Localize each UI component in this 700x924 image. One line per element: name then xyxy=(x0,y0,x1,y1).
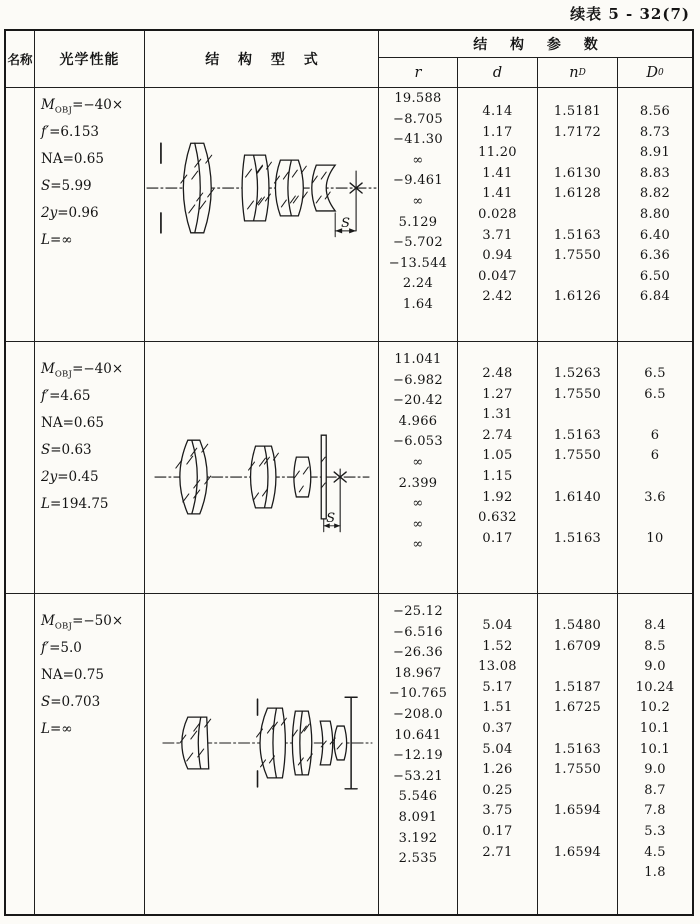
optical-spec-line: NA=0.65 xyxy=(41,415,104,431)
param-value: 5.04 xyxy=(482,618,513,633)
param-value: 2.48 xyxy=(482,366,513,381)
param-value: 1.6128 xyxy=(553,186,602,202)
param-value: 0.94 xyxy=(482,248,513,264)
param-value: 8.5 xyxy=(644,638,666,654)
param-value: −12.19 xyxy=(393,748,443,764)
lens-group-3 xyxy=(294,457,311,497)
optical-spec-line: f′=6.153 xyxy=(41,124,100,140)
param-value: 1.5163 xyxy=(553,530,602,546)
param-value: −20.42 xyxy=(393,393,443,409)
param-value: 3.6 xyxy=(644,489,666,505)
optical-specs xyxy=(35,88,145,342)
header-col-nd xyxy=(538,58,618,88)
lens-diagram-1 xyxy=(145,133,378,253)
column-d0 xyxy=(618,342,692,594)
param-value: 2.71 xyxy=(482,844,513,860)
param-value: 1.7550 xyxy=(553,248,602,264)
header-structure-parameters: 结 构 参 数 xyxy=(379,31,692,58)
name-cell xyxy=(6,88,35,342)
param-value: 1.5163 xyxy=(553,427,602,443)
param-value: 1.51 xyxy=(482,700,513,716)
param-value: 8.7 xyxy=(644,782,666,798)
param-value: 6.50 xyxy=(639,268,671,284)
optical-spec-line: S=5.99 xyxy=(41,178,92,194)
param-value: 1.05 xyxy=(482,448,513,464)
header-d0-sub: 0 xyxy=(657,67,664,78)
param-value: 1.7172 xyxy=(553,124,602,140)
param-value: 8.091 xyxy=(398,809,438,825)
param-value: 6.84 xyxy=(639,289,671,305)
param-value: 4.966 xyxy=(398,413,438,429)
param-value: 4.14 xyxy=(482,104,513,119)
column-r xyxy=(379,342,458,594)
param-value: 0.047 xyxy=(478,268,517,284)
structure-diagram-cell xyxy=(145,342,379,594)
param-value: 1.5480 xyxy=(553,618,602,633)
param-value: −26.36 xyxy=(393,645,443,661)
column-d xyxy=(458,594,538,914)
param-value xyxy=(538,719,617,740)
optical-spec-line: L=∞ xyxy=(41,232,73,248)
param-value: 1.52 xyxy=(482,638,513,654)
param-value: −8.705 xyxy=(393,111,443,127)
param-value: 8.82 xyxy=(639,186,671,202)
param-value: 0.17 xyxy=(482,823,513,839)
header-col-r: r xyxy=(379,58,458,88)
param-value: −6.516 xyxy=(393,624,443,640)
param-value: 6 xyxy=(650,427,660,443)
param-value: −6.053 xyxy=(393,434,443,450)
lens-group-5 xyxy=(334,726,346,760)
param-value: 1.5181 xyxy=(553,104,602,119)
param-value: −10.765 xyxy=(388,686,448,702)
param-value: 1.6130 xyxy=(553,165,602,181)
param-value: 2.535 xyxy=(398,851,438,867)
param-value: 8.56 xyxy=(639,104,671,119)
param-value xyxy=(538,508,617,529)
param-value: 0.37 xyxy=(482,720,513,736)
param-value: 3.75 xyxy=(482,803,513,819)
optical-spec-line: L=∞ xyxy=(41,721,73,737)
param-value xyxy=(538,657,617,678)
column-r xyxy=(379,88,458,342)
param-value: 1.6126 xyxy=(553,289,602,305)
header-col-d: d xyxy=(458,58,538,88)
param-value: −208.0 xyxy=(393,706,443,722)
param-value: −53.21 xyxy=(393,768,443,784)
structure-diagram-cell xyxy=(145,88,379,342)
param-value: 1.5187 xyxy=(553,679,602,695)
param-value: 0.028 xyxy=(478,206,517,222)
optical-specs xyxy=(35,342,145,594)
param-value: 1.5163 xyxy=(553,227,602,243)
column-nd xyxy=(538,342,618,594)
param-value: 18.967 xyxy=(394,665,442,681)
optical-spec-line: $M_{OBJ}=-40\times$ xyxy=(41,361,124,380)
param-value: ∞ xyxy=(412,193,424,209)
name-cell xyxy=(6,342,35,594)
param-value: 5.04 xyxy=(482,741,513,757)
column-nd xyxy=(538,88,618,342)
param-value: 6.36 xyxy=(639,248,671,264)
param-value: 11.20 xyxy=(478,145,517,161)
optical-spec-line: $M_{OBJ}=-40\times$ xyxy=(41,97,124,116)
param-value: 8.80 xyxy=(639,206,671,222)
param-value: 2.24 xyxy=(402,276,434,292)
optical-spec-line: $M_{OBJ}=-50\times$ xyxy=(41,613,124,632)
param-value xyxy=(538,405,617,426)
optical-spec-line: NA=0.75 xyxy=(41,667,104,683)
optical-spec-line: NA=0.65 xyxy=(41,151,104,167)
param-value: 2.74 xyxy=(482,427,513,443)
param-value: 8.91 xyxy=(639,145,671,161)
param-value: 19.588 xyxy=(394,91,442,106)
param-value: 0.17 xyxy=(482,530,513,546)
param-value: 1.41 xyxy=(482,186,513,202)
param-value: ∞ xyxy=(412,516,424,532)
header-d0-base: D xyxy=(646,64,658,81)
param-value: 6.40 xyxy=(639,227,671,243)
param-value: 1.41 xyxy=(482,165,513,181)
param-value: 10.1 xyxy=(639,720,671,736)
param-value: 1.15 xyxy=(482,468,513,484)
param-value: 1.6594 xyxy=(553,844,602,860)
param-value: 7.8 xyxy=(644,803,666,819)
param-value: 1.7550 xyxy=(553,386,602,402)
param-value: ∞ xyxy=(412,496,424,512)
param-value: 1.64 xyxy=(402,296,434,312)
column-d0 xyxy=(618,594,692,914)
param-value: 1.6594 xyxy=(553,803,602,819)
param-value: 1.92 xyxy=(482,489,513,505)
param-value: 1.27 xyxy=(482,386,513,402)
optical-spec-line: 2y=0.96 xyxy=(41,205,99,221)
param-value: 10 xyxy=(646,530,664,546)
working-distance-label: S xyxy=(326,510,336,526)
page-title: 续表 5 - 32(7) xyxy=(570,5,690,23)
param-value: 1.5263 xyxy=(553,366,602,381)
optical-specs xyxy=(35,594,145,914)
param-value: 1.17 xyxy=(482,124,513,140)
lens-group-1 xyxy=(180,440,207,514)
header-nd-sub: D xyxy=(578,67,586,78)
param-value: 1.8 xyxy=(644,865,666,881)
param-value: −6.982 xyxy=(393,372,443,388)
param-value: 2.399 xyxy=(398,475,438,491)
param-value: 1.31 xyxy=(482,407,513,423)
param-value: ∞ xyxy=(412,454,424,470)
param-value: 1.6709 xyxy=(553,638,602,654)
column-r xyxy=(379,594,458,914)
param-value: 4.5 xyxy=(644,844,666,860)
param-value xyxy=(618,467,692,488)
param-value: 10.1 xyxy=(639,741,671,757)
param-value: 1.6140 xyxy=(553,489,602,505)
optical-spec-line: f′=5.0 xyxy=(41,640,82,656)
param-value: 3.192 xyxy=(398,830,438,846)
param-value: 10.2 xyxy=(639,700,671,716)
param-value: 1.26 xyxy=(482,762,513,778)
param-value: 8.4 xyxy=(644,618,666,633)
param-value: 6.5 xyxy=(644,386,666,402)
column-d xyxy=(458,342,538,594)
param-value xyxy=(618,405,692,426)
param-value: 5.17 xyxy=(482,679,513,695)
working-distance-label: S xyxy=(341,215,351,231)
param-value: 5.3 xyxy=(644,823,666,839)
param-value: 9.0 xyxy=(644,762,666,778)
param-value: −41.30 xyxy=(393,132,443,148)
param-value: 3.71 xyxy=(482,227,513,243)
param-value: 8.73 xyxy=(639,124,671,140)
param-value: −5.702 xyxy=(393,235,443,251)
param-value xyxy=(538,781,617,802)
param-value: 1.5163 xyxy=(553,741,602,757)
param-value xyxy=(618,508,692,529)
param-value: −13.544 xyxy=(388,255,448,271)
column-d0 xyxy=(618,88,692,342)
header-name: 名称 xyxy=(6,31,35,88)
column-nd xyxy=(538,594,618,914)
param-value: 2.42 xyxy=(482,289,513,305)
header-col-d0 xyxy=(618,58,692,88)
param-value xyxy=(538,267,617,288)
param-value: ∞ xyxy=(412,152,424,168)
optical-spec-line: 2y=0.45 xyxy=(41,469,99,485)
param-value: 11.041 xyxy=(394,352,442,367)
param-value: −9.461 xyxy=(393,173,443,189)
cover-glass-plate xyxy=(321,435,326,519)
column-d xyxy=(458,88,538,342)
param-value: 6.5 xyxy=(644,366,666,381)
name-cell xyxy=(6,594,35,914)
lens-group-3 xyxy=(292,711,311,775)
lens-diagram-3 xyxy=(145,685,378,805)
optical-spec-line: f′=4.65 xyxy=(41,388,91,404)
param-value xyxy=(538,205,617,226)
header-structure-type: 结 构 型 式 xyxy=(145,31,379,88)
param-value: 0.632 xyxy=(478,510,517,526)
param-value: −25.12 xyxy=(393,604,443,619)
optical-spec-line: S=0.703 xyxy=(41,694,101,710)
param-value xyxy=(538,143,617,164)
param-value: 5.129 xyxy=(398,214,438,230)
param-value: 9.0 xyxy=(644,659,666,675)
param-value xyxy=(538,822,617,843)
header-optical-performance: 光学性能 xyxy=(35,31,145,88)
param-value: 5.546 xyxy=(398,789,438,805)
param-value: ∞ xyxy=(412,537,424,553)
optical-spec-line: S=0.63 xyxy=(41,442,92,458)
header-nd-base: n xyxy=(569,64,579,81)
structure-diagram-cell xyxy=(145,594,379,914)
param-value: 13.08 xyxy=(478,659,517,675)
lens-diagram-2 xyxy=(145,422,378,542)
param-value: 1.7550 xyxy=(553,762,602,778)
optical-spec-line: L=194.75 xyxy=(41,496,109,512)
lens-group-1 xyxy=(182,717,209,769)
param-value xyxy=(538,467,617,488)
param-value: 1.6725 xyxy=(553,700,602,716)
param-value: 10.641 xyxy=(394,727,442,743)
param-value: 6 xyxy=(650,448,660,464)
lens-data-table xyxy=(4,29,694,916)
param-value: 1.7550 xyxy=(553,448,602,464)
param-value: 0.25 xyxy=(482,782,513,798)
param-value: 8.83 xyxy=(639,165,671,181)
param-value: 10.24 xyxy=(635,679,675,695)
